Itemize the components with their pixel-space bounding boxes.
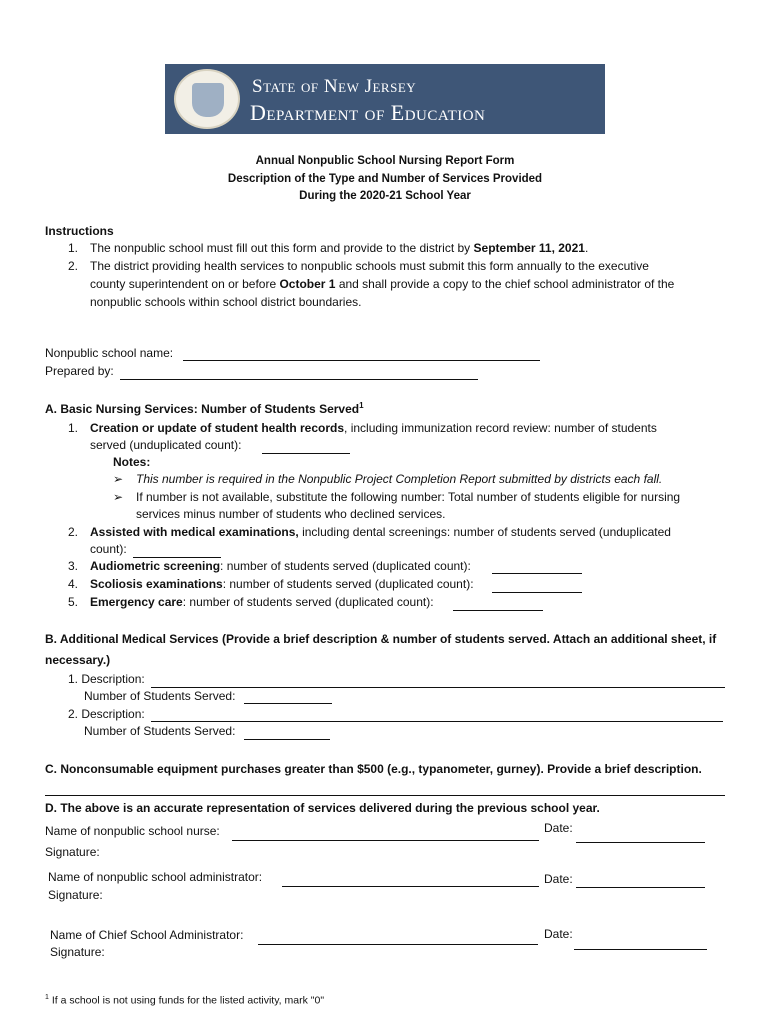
notes-label: Notes: [113,455,151,469]
a1-text: Creation or update of student health records, including immunization record review: number of students [90,421,657,435]
a5-text: Emergency care: number of students served (duplicated count): [90,595,434,609]
form-school-year: During the 2020-21 School Year [299,190,471,202]
b2-students-field[interactable] [244,739,330,740]
admin-date-label: Date: [544,872,573,886]
b1-students-label: Number of Students Served: [84,689,236,703]
section-b-heading-line-2: necessary.) [45,653,111,667]
nurse-name-label: Name of nonpublic school nurse: [45,824,220,838]
note-2-arrow-icon: ➢ [113,490,124,504]
a4-count-field[interactable] [492,592,582,593]
a5-count-field[interactable] [453,610,543,611]
nurse-date-label: Date: [544,821,573,835]
state-seal-icon [174,69,240,129]
note-2-line-2: services minus number of students who declined services. [136,507,446,521]
section-d-heading: D. The above is an accurate representation of services delivered during the previous school year. [45,801,600,815]
instruction-2-line-1: The district providing health services to nonpublic schools must submit this form annually to the executive [90,259,649,273]
instruction-2-line-3: nonpublic schools within school district boundaries. [90,295,362,309]
banner-state-title: State of New Jersey [252,76,417,97]
b1-description-label: 1. Description: [68,672,145,686]
instruction-1-number: 1. [68,241,79,255]
banner-department-title: Department of Education [250,100,486,125]
admin-name-field[interactable] [282,886,539,887]
note-2-line-1: If number is not available, substitute the following number: Total number of students eligible for nursing [136,490,681,504]
note-1: This number is required in the Nonpublic Project Completion Report submitted by districts each fall. [136,472,663,486]
admin-signature-label: Signature: [48,888,103,902]
a1-number: 1. [68,421,79,435]
a2-count-field[interactable] [133,557,221,558]
instruction-2-number: 2. [68,259,79,273]
a2-number: 2. [68,525,79,539]
b2-description-field[interactable] [151,721,723,722]
b1-students-field[interactable] [244,703,332,704]
nurse-date-field[interactable] [576,842,705,843]
a3-text: Audiometric screening: number of students served (duplicated count): [90,559,471,573]
section-a-heading: A. Basic Nursing Services: Number of Students Served$^1$ [45,401,364,416]
a1-line-2: served (unduplicated count): [90,438,242,452]
b2-students-label: Number of Students Served: [84,724,236,738]
note-1-arrow-icon: ➢ [113,472,124,486]
school-name-field[interactable] [183,360,540,361]
a2-text: Assisted with medical examinations, including dental screenings: number of students served (unduplicated [90,525,671,539]
form-subtitle: Description of the Type and Number of Services Provided [227,173,543,185]
chief-date-label: Date: [544,927,573,941]
footnote: $^1$ If a school is not using funds for the listed activity, mark "0" [45,994,325,1007]
instructions-heading: Instructions [45,224,114,238]
chief-name-label: Name of Chief School Administrator: [50,928,244,942]
section-b-heading-line-1: B. Additional Medical Services (Provide a brief description & number of students served. Attach an additional sheet, if [45,632,717,646]
b2-description-label: 2. Description: [68,707,145,721]
a4-number: 4. [68,577,79,591]
admin-name-label: Name of nonpublic school administrator: [48,870,263,884]
form-title: Annual Nonpublic School Nursing Report Form [255,155,515,167]
b1-description-field[interactable] [151,687,725,688]
section-c-heading: C. Nonconsumable equipment purchases greater than $500 (e.g., typanometer, gurney). Provide a brief description. [45,762,702,776]
admin-date-field[interactable] [576,887,705,888]
chief-signature-label: Signature: [50,945,105,959]
instruction-2-line-2: county superintendent on or before October 1 and shall provide a copy to the chief school administrator of the [90,277,675,291]
chief-date-field[interactable] [574,949,707,950]
a5-number: 5. [68,595,79,609]
nurse-name-field[interactable] [232,840,539,841]
school-name-label: Nonpublic school name: [45,346,174,360]
a2-line-2: count): [90,542,127,556]
chief-name-field[interactable] [258,944,538,945]
section-c-description-field[interactable] [45,795,725,796]
prepared-by-field[interactable] [120,379,478,380]
a3-number: 3. [68,559,79,573]
a3-count-field[interactable] [492,573,582,574]
a1-count-field[interactable] [262,453,350,454]
a4-text: Scoliosis examinations: number of students served (duplicated count): [90,577,474,591]
prepared-by-label: Prepared by: [45,364,114,378]
instruction-1: The nonpublic school must fill out this form and provide to the district by September 11, 2021. [90,241,589,255]
nurse-signature-label: Signature: [45,845,100,859]
